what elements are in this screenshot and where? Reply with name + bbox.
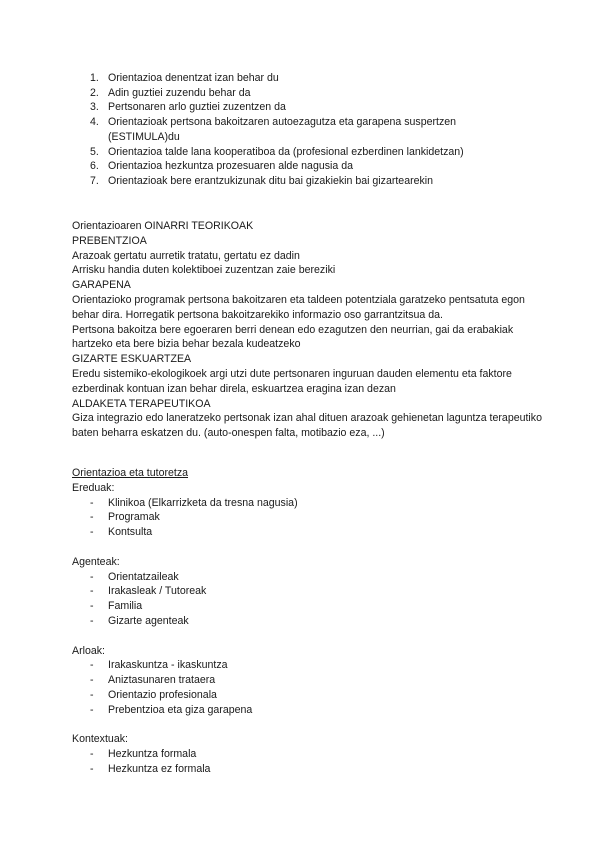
list-item-text: Orientazioa denentzat izan behar du xyxy=(108,72,279,84)
list-item-text: Orientazioa talde lana kooperatiboa da (profesional ezberdinen lankidetzan) xyxy=(108,145,464,158)
list-item xyxy=(72,747,542,762)
list-item-text: Hezkuntza ez formala xyxy=(108,762,211,775)
list-item-text: Pertsonaren arlo guztiei zuzentzen da xyxy=(108,101,286,114)
dash-bullet: - xyxy=(90,659,94,672)
list-item xyxy=(72,584,542,599)
subheading-gizarte-eskuartzea: GIZARTE ESKUARTZEA xyxy=(72,353,192,366)
theory-section xyxy=(72,219,542,441)
dash-bullet: - xyxy=(90,614,94,627)
dash-bullet: - xyxy=(90,526,94,539)
list-item xyxy=(72,570,542,585)
list-number: 1. xyxy=(90,72,99,84)
list-item-text: Adin guztiei zuzendu behar da xyxy=(108,86,251,99)
list-item xyxy=(72,688,542,703)
list-number: 6. xyxy=(90,160,99,173)
list-item-text: Aniztasunaren trataera xyxy=(108,674,216,687)
list-item-text: Familia xyxy=(108,600,143,613)
list-item xyxy=(72,599,542,614)
section-heading: Orientazioa eta tutoretza xyxy=(72,467,189,479)
list-item-text: Prebentzioa eta giza garapena xyxy=(108,703,253,716)
paragraph: Eredu sistemiko-ekologikoek argi utzi dute pertsonaren inguruan dauden elementu eta faktore ezberdinak kontuan izan behar direla, eskuartzea eragina izan dezan xyxy=(72,367,512,395)
tutoretza-section xyxy=(72,466,542,777)
list-item xyxy=(72,496,542,511)
paragraph-line: Arrisku handia duten kolektiboei zuzentzan zaie bereziki xyxy=(72,264,336,277)
group-label-ereduak: Ereduak: xyxy=(72,481,115,494)
list-item-text: Klinikoa (Elkarrizketa da tresna nagusia) xyxy=(108,496,298,509)
list-item xyxy=(90,86,530,101)
dash-bullet: - xyxy=(90,496,94,509)
ereduak-list xyxy=(72,496,542,540)
list-item xyxy=(72,658,542,673)
list-number: 7. xyxy=(90,174,99,187)
section-heading: Orientazioaren OINARRI TEORIKOAK xyxy=(72,220,254,232)
kontextuak-list xyxy=(72,747,542,777)
dash-bullet: - xyxy=(90,600,94,613)
list-item-text: Gizarte agenteak xyxy=(108,614,189,627)
list-number: 5. xyxy=(90,145,99,158)
list-item xyxy=(72,762,542,777)
subheading-garapena: GARAPENA xyxy=(72,279,131,292)
group-label-agenteak: Agenteak: xyxy=(72,555,120,568)
list-item-text: Orientazioak bere erantzukizunak ditu bai gizakiekin bai gizartearekin xyxy=(108,174,434,187)
paragraph-line: Arazoak gertatu aurretik tratatu, gertatu ez dadin xyxy=(72,249,300,262)
dash-bullet: - xyxy=(90,570,94,583)
list-item-text: Programak xyxy=(108,511,160,524)
subheading-prebentzioa: PREBENTZIOA xyxy=(72,234,147,247)
list-item-text: Orientatzaileak xyxy=(108,570,179,583)
list-item xyxy=(90,100,530,115)
list-number: 4. xyxy=(90,116,99,129)
list-item xyxy=(90,159,530,174)
list-item-text: Irakaskuntza - ikaskuntza xyxy=(108,659,228,672)
paragraph: Pertsona bakoitza bere egoeraren berri denean edo ezagutzen den neurrian, gai da erabakiak hartzeko eta bere bizia behar bezala kudeatzeko xyxy=(72,323,514,351)
list-item-text: Hezkuntza formala xyxy=(108,748,197,761)
dash-bullet: - xyxy=(90,762,94,775)
list-item-text: Orientazioa hezkuntza prozesuaren alde nagusia da xyxy=(108,160,353,173)
group-label-arloak: Arloak: xyxy=(72,644,105,657)
paragraph: Giza integrazio edo laneratzeko pertsonak izan ahal dituen arazoak gehienetan laguntza terapeutiko baten beharra eskatzen du. (auto-onespen falta, motibazio eza, ...) xyxy=(72,412,542,440)
dash-bullet: - xyxy=(90,703,94,716)
paragraph: Orientazioko programak pertsona bakoitzaren eta taldeen potentziala garatzeko pentsatuta egon behar dira. Horregatik pertsona bakoitzarekiko informazio oso garrantzitsua da. xyxy=(72,293,525,321)
list-item xyxy=(90,115,478,144)
dash-bullet: - xyxy=(90,688,94,701)
list-item-text: Orientazio profesionala xyxy=(108,688,217,701)
list-item xyxy=(72,703,542,718)
list-number: 2. xyxy=(90,86,99,99)
dash-bullet: - xyxy=(90,674,94,687)
group-label-kontextuak: Kontextuak: xyxy=(72,733,128,746)
list-item-text: Orientazioak pertsona bakoitzaren autoezagutza eta garapena suspertzen (ESTIMULA)du xyxy=(108,116,457,143)
list-item xyxy=(72,510,542,525)
list-item xyxy=(72,614,542,629)
list-item xyxy=(90,174,530,189)
list-number: 3. xyxy=(90,101,99,114)
dash-bullet: - xyxy=(90,748,94,761)
principles-list xyxy=(90,71,530,189)
subheading-aldaketa-terapeutikoa: ALDAKETA TERAPEUTIKOA xyxy=(72,397,211,410)
arloak-list xyxy=(72,658,542,717)
list-item xyxy=(90,145,530,160)
list-item xyxy=(72,673,542,688)
list-item-text: Kontsulta xyxy=(108,526,153,539)
list-item-text: Irakasleak / Tutoreak xyxy=(108,585,207,598)
agenteak-list xyxy=(72,570,542,629)
list-item xyxy=(72,525,542,540)
dash-bullet: - xyxy=(90,511,94,524)
list-item xyxy=(90,71,530,86)
dash-bullet: - xyxy=(90,585,94,598)
